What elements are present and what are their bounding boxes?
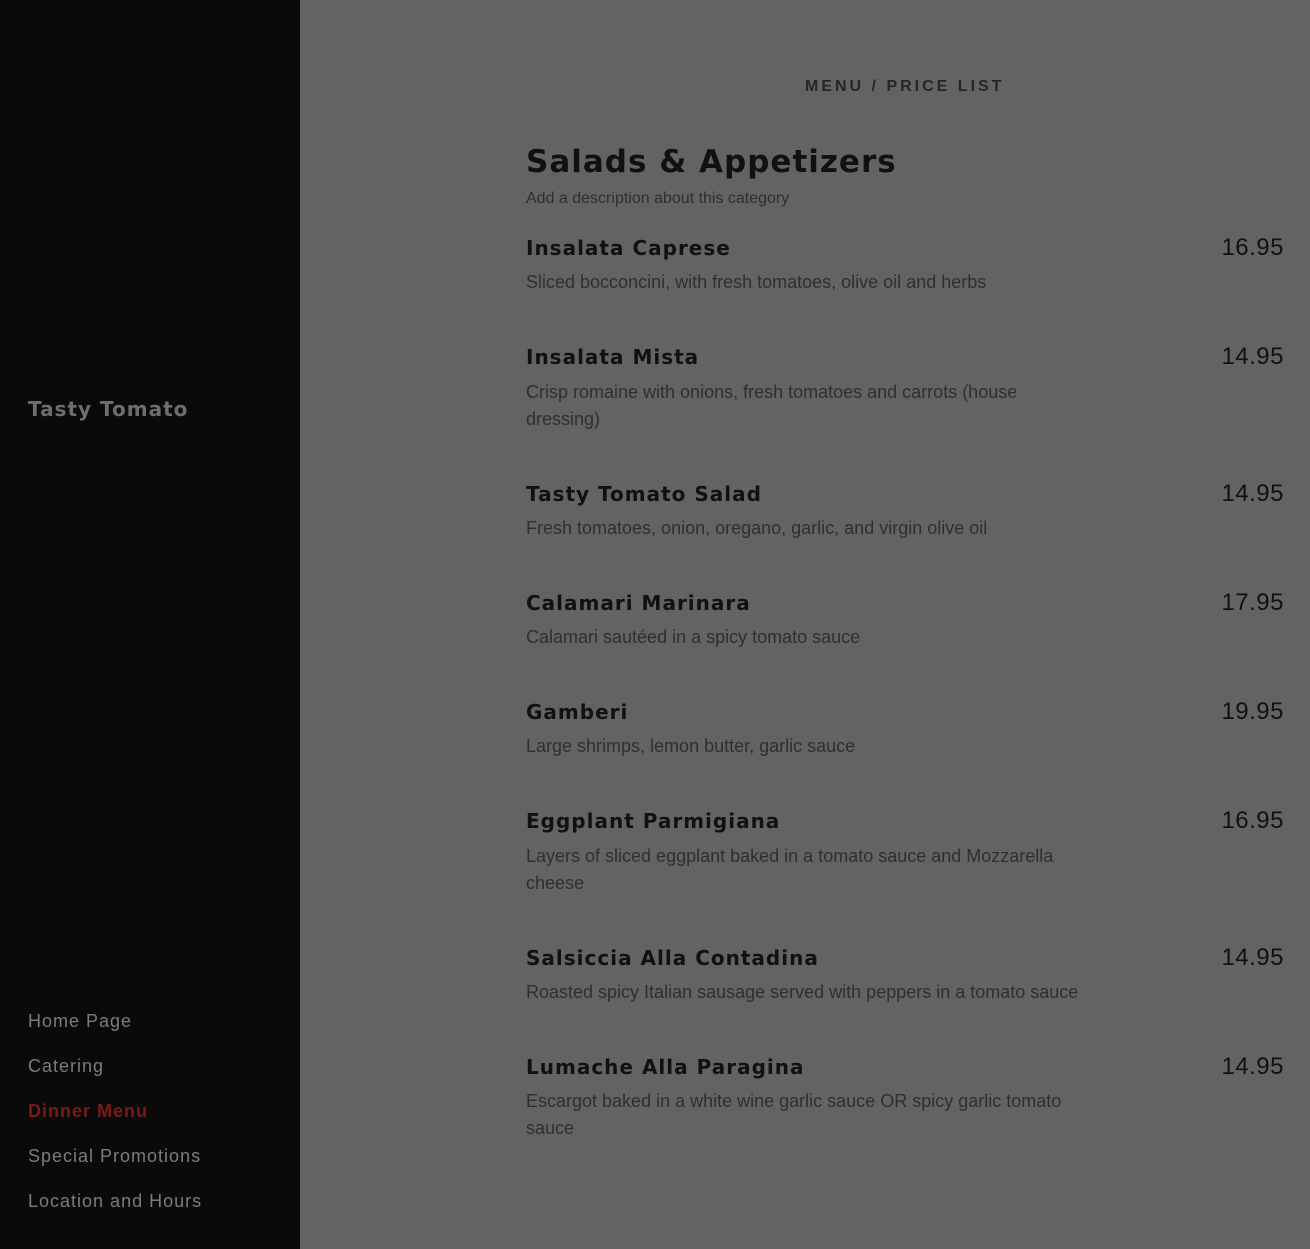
menu-item-description: Large shrimps, lemon butter, garlic sauce [526,736,856,756]
menu-item-name: Calamari Marinara [526,591,751,615]
menu-item-description: Roasted spicy Italian sausage served with peppers in a tomato sauce [526,982,1079,1002]
nav-item-catering[interactable]: Catering [28,1056,105,1076]
menu-item-description: Layers of sliced eggplant baked in a tomato sauce and Mozzarella cheese [526,846,1054,893]
menu-item-description: Escargot baked in a white wine garlic sauce OR spicy garlic tomato sauce [526,1091,1062,1138]
menu-item-price: 14.95 [1221,343,1284,370]
menu-item-name: Eggplant Parmigiana [526,809,781,833]
menu-item-name: Tasty Tomato Salad [526,482,762,506]
menu-item-description: Crisp romaine with onions, fresh tomatoes and carrots (house dressing) [526,382,1018,429]
menu-item-name: Insalata Caprese [526,236,731,260]
menu-item-price: 14.95 [1221,944,1284,971]
menu-item-description: Sliced bocconcini, with fresh tomatoes, olive oil and herbs [526,272,987,292]
menu-item-name: Gamberi [526,700,629,724]
menu-item-description: Fresh tomatoes, onion, oregano, garlic, and virgin olive oil [526,518,988,538]
sidebar-nav [28,1011,202,1236]
nav-item-home-page[interactable]: Home Page [28,1011,133,1031]
menu-item-name: Insalata Mista [526,345,700,369]
main-content [300,0,1310,1249]
site-name[interactable]: Tasty Tomato [28,397,189,421]
category-title: Salads & Appetizers [526,144,897,180]
page-label: MENU / PRICE LIST [805,78,1005,95]
menu-item-price: 14.95 [1221,480,1284,507]
nav-item-special-promotions[interactable]: Special Promotions [28,1146,202,1166]
nav-item-location-and-hours[interactable]: Location and Hours [28,1191,203,1211]
sidebar [0,0,300,1249]
nav-item-dinner-menu[interactable]: Dinner Menu [28,1101,149,1121]
menu-item-price: 16.95 [1221,807,1284,834]
menu-item-price: 19.95 [1221,698,1284,725]
menu-item-price: 14.95 [1221,1053,1284,1080]
category-description: Add a description about this category [526,190,790,207]
menu-item-name: Lumache Alla Paragina [526,1055,805,1079]
menu-item-name: Salsiccia Alla Contadina [526,946,819,970]
menu-item-price: 16.95 [1221,234,1284,261]
menu-item-price: 17.95 [1221,589,1284,616]
menu-item-description: Calamari sautéed in a spicy tomato sauce [526,627,861,647]
